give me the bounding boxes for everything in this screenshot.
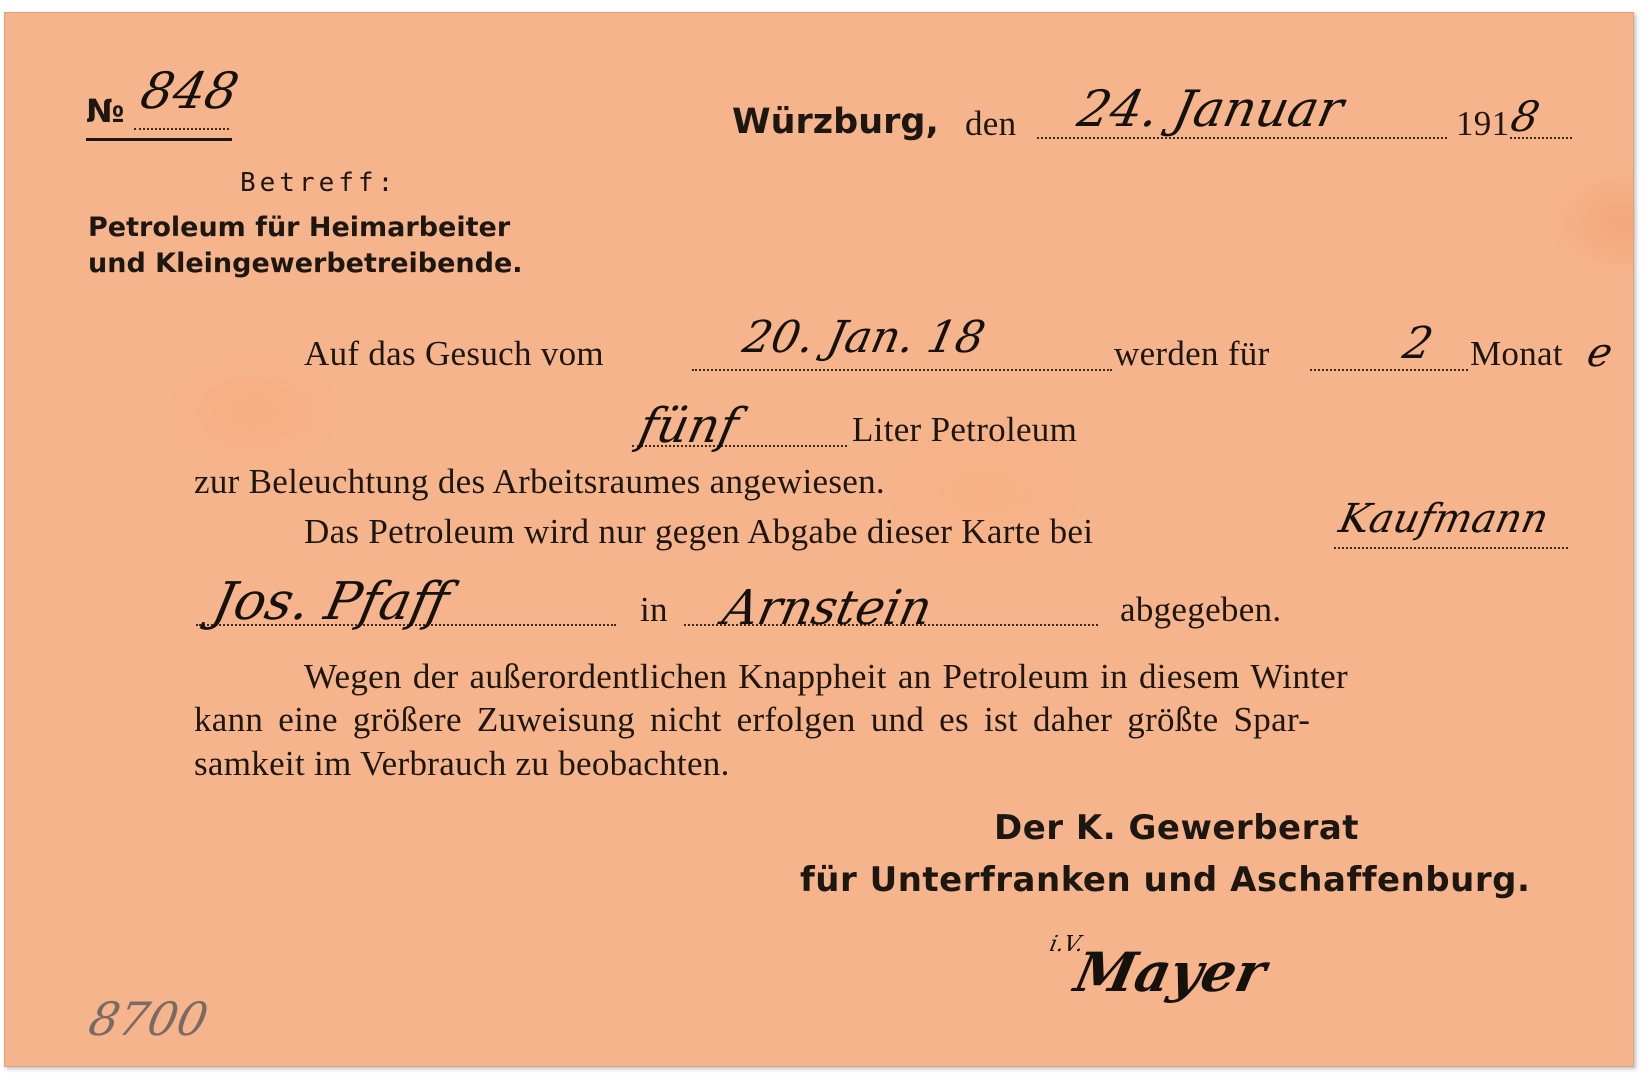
signature-handwritten: Mayer <box>1069 940 1272 1004</box>
city-label: Würzburg, <box>732 102 939 142</box>
number-label: № <box>86 92 125 130</box>
request-date-dotted-line <box>692 369 1112 371</box>
signature-prefix: i.V. <box>1047 932 1086 957</box>
notice-line-1: Wegen der außerordentlichen Knappheit an Petroleum in diesem Winter <box>304 657 1348 696</box>
liters-handwritten: fünf <box>634 398 744 454</box>
petroleum-allocation-card <box>4 12 1634 1067</box>
authority-line-1: Der K. Gewerberat <box>994 808 1360 848</box>
authority-line-2: für Unterfranken und Aschaffenburg. <box>800 860 1531 900</box>
delivery-text: Das Petroleum wird nur gegen Abgabe dieser Karte bei <box>304 512 1094 551</box>
in-label: in <box>640 590 668 629</box>
date-handwritten: 24. Januar <box>1072 80 1349 138</box>
request-prefix: Auf das Gesuch vom <box>304 334 604 373</box>
place-handwritten: Arnstein <box>718 580 938 636</box>
year-handwritten: 8 <box>1506 92 1544 141</box>
subject-line-1: Petroleum für Heimarbeiter <box>88 212 511 243</box>
liters-label: Liter Petroleum <box>852 410 1078 449</box>
subject-label: Betreff: <box>240 168 398 198</box>
number-handwritten: 848 <box>135 62 244 120</box>
subject-line-2: und Kleingewerbetreibende. <box>88 248 523 279</box>
notice-line-2: kann eine größere Zuweisung nicht erfolgen und es ist daher größte Spar- <box>194 700 1311 739</box>
months-suffix-handwritten: e <box>1583 330 1617 376</box>
den-label: den <box>965 104 1017 143</box>
purpose-text: zur Beleuchtung des Arbeitsraumes angewiesen. <box>194 462 885 501</box>
merchant-role-dotted-line <box>1334 547 1568 549</box>
abgegeben-label: abgegeben. <box>1120 590 1282 629</box>
notice-line-3: samkeit im Verbrauch zu beobachten. <box>194 744 730 783</box>
months-dotted-line <box>1310 369 1468 371</box>
months-count-handwritten: 2 <box>1398 318 1438 369</box>
pencil-note: 8700 <box>84 992 213 1046</box>
merchant-name-handwritten: Jos. Pfaff <box>207 572 455 632</box>
months-label: Monat <box>1470 334 1563 373</box>
merchant-role-handwritten: Kaufmann <box>1335 496 1553 542</box>
number-underline <box>86 138 232 141</box>
number-dotted-line <box>134 128 229 130</box>
werden-fuer-label: werden für <box>1114 334 1270 373</box>
request-date-handwritten: 20. Jan. 18 <box>738 312 990 363</box>
year-printed: 191 <box>1456 104 1510 143</box>
